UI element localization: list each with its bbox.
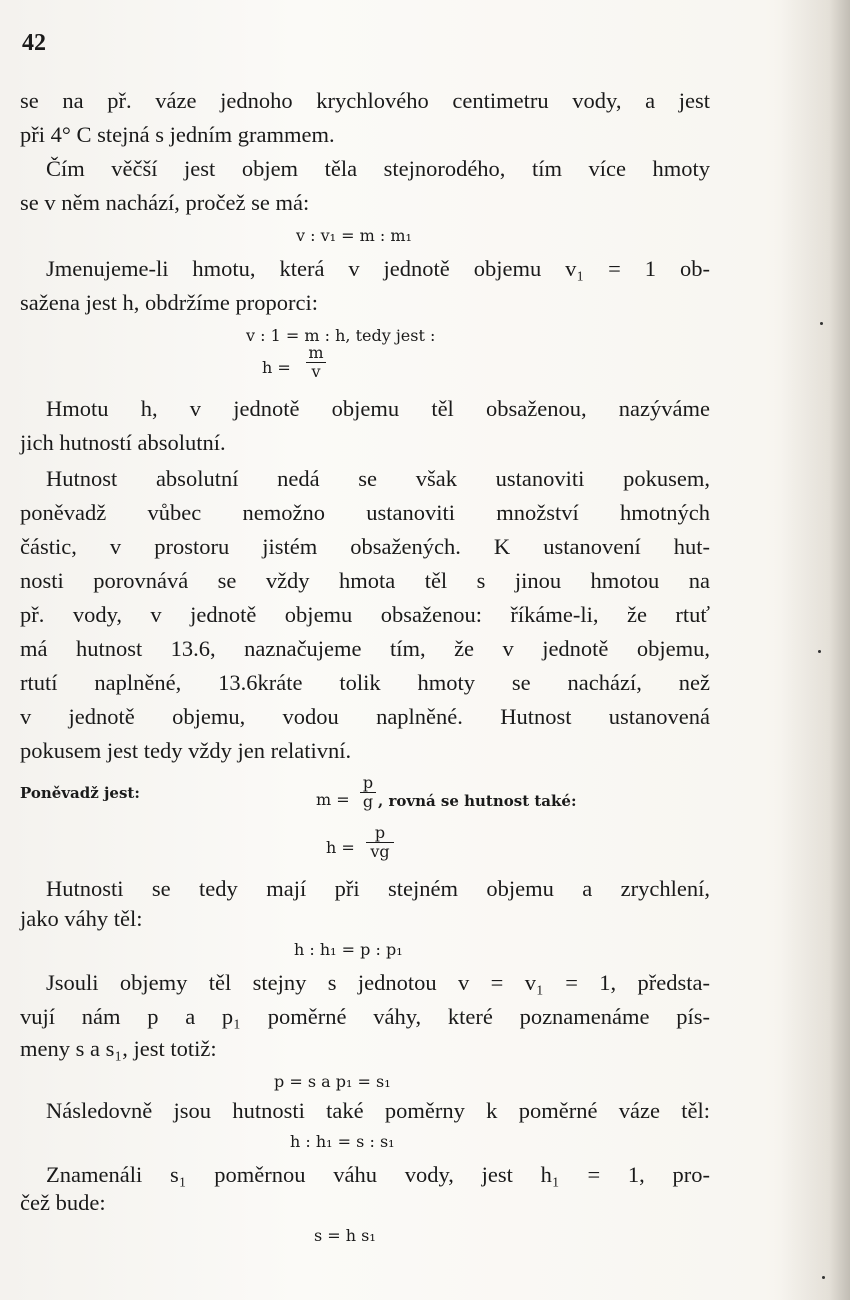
text-line: se na př. váze jednoho krychlového centimetru vody, a jest <box>20 88 710 113</box>
equation-label: Poněvadž jest: <box>20 784 140 802</box>
fraction-denominator: v <box>311 362 321 381</box>
fraction-numerator: p <box>374 823 386 842</box>
text-line: Znamenáli s₁ poměrnou váhu vody, jest h₁ = 1, pro- <box>46 1162 710 1187</box>
equation-lhs: h = <box>262 358 291 377</box>
fraction-denominator: g <box>362 792 374 811</box>
text-line: v jednotě objemu, vodou naplněné. Hutnost ustanovená <box>20 704 710 729</box>
text-line: Jmenujeme-li hmotu, která v jednotě objemu v₁ = 1 ob- <box>46 256 710 281</box>
text-line: Hmotu h, v jednotě objemu těl obsaženou, nazýváme <box>46 396 710 421</box>
text-line: př. vody, v jednotě objemu obsaženou: říkáme-li, že rtuť <box>20 602 710 627</box>
text-line: jako váhy těl: <box>20 906 143 931</box>
text-line: má hutnost 13.6, naznačujeme tím, že v jednotě objemu, <box>20 636 710 661</box>
equation: h : h₁ = s : s₁ <box>290 1132 395 1151</box>
equation-lhs: m = <box>316 790 350 809</box>
equation: s = h s₁ <box>314 1226 376 1245</box>
text-line: Čím věčší jest objem těla stejnorodého, tím více hmoty <box>46 156 710 181</box>
paper-speck <box>820 322 823 325</box>
equation: h : h₁ = p : p₁ <box>294 940 403 959</box>
equation-text: , rovná se hutnost také: <box>378 792 577 810</box>
text-line: meny s a s₁, jest totiž: <box>20 1036 217 1061</box>
text-line: vují nám p a p₁ poměrné váhy, které poznamenáme pís- <box>20 1004 710 1029</box>
equation: v : v₁ = m : m₁ <box>296 226 412 245</box>
fraction-denominator: vg <box>370 842 390 861</box>
text-line: čež bude: <box>20 1190 106 1215</box>
paper-speck <box>822 1276 825 1279</box>
text-line: Hutnosti se tedy mají při stejném objemu a zrychlení, <box>46 876 710 901</box>
text-line: částic, v prostoru jistém obsažených. K ustanovení hut- <box>20 534 710 559</box>
text-line: Jsouli objemy těl stejny s jednotou v = v₁ = 1, předsta- <box>46 970 710 995</box>
equation: v : 1 = m : h, tedy jest : <box>246 326 436 345</box>
text-line: sažena jest h, obdržíme proporci: <box>20 290 319 315</box>
text-line: rtutí naplněné, 13.6kráte tolik hmoty se nachází, než <box>20 670 710 695</box>
text-line: poněvadž vůbec nemožno ustanoviti množství hmotných <box>20 500 710 525</box>
equation: p = s a p₁ = s₁ <box>274 1072 391 1091</box>
text-line: při 4° C stejná s jedním grammem. <box>20 122 335 147</box>
equation-lhs: h = <box>326 838 355 857</box>
fraction-numerator: p <box>362 773 374 792</box>
paper-speck <box>818 650 821 653</box>
text-line: se v něm nachází, pročež se má: <box>20 190 310 215</box>
fraction-numerator: m <box>308 343 324 362</box>
text-line: Následovně jsou hutnosti také poměrny k poměrné váze těl: <box>46 1098 710 1123</box>
text-line: jich hutností absolutní. <box>20 430 226 455</box>
text-line: Hutnost absolutní nedá se však ustanoviti pokusem, <box>46 466 710 491</box>
text-line: nosti porovnává se vždy hmota těl s jinou hmotou na <box>20 568 710 593</box>
page-edge-shadow <box>780 0 850 1300</box>
text-line: pokusem jest tedy vždy jen relativní. <box>20 738 352 763</box>
fraction <box>366 823 394 861</box>
fraction <box>360 773 376 811</box>
page-number: 42 <box>22 30 46 56</box>
fraction <box>306 343 326 381</box>
